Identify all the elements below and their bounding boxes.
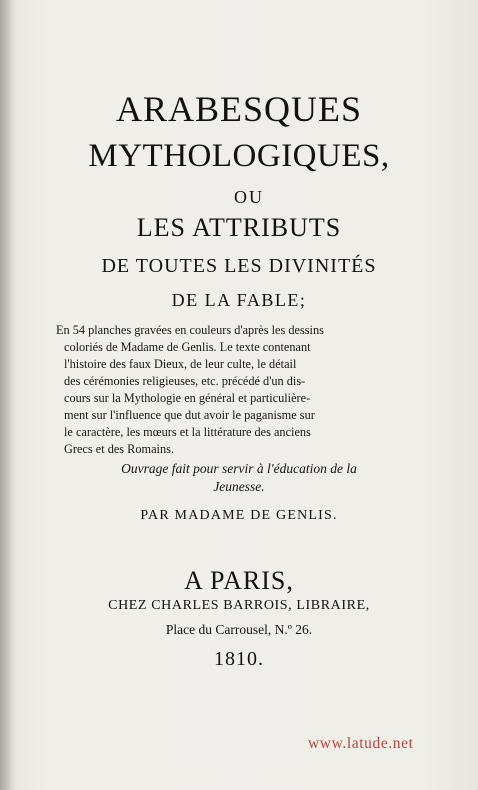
audience-note-line-1: Ouvrage fait pour servir à l'éducation de la	[121, 461, 357, 476]
title-line-1: ARABESQUES	[115, 89, 363, 129]
author-line: PAR MADAME DE GENLIS.	[140, 508, 338, 523]
description-line: des cérémonies religieuses, etc. précédé d'un dis-	[64, 374, 306, 388]
watermark-url: www.latude.net	[308, 735, 414, 752]
description-line: En 54 planches gravées en couleurs d'après les dessins	[56, 323, 324, 337]
imprint-address: Place du Carrousel, N.º 26.	[165, 622, 313, 637]
imprint-publisher: CHEZ CHARLES BARROIS, LIBRAIRE,	[108, 598, 370, 613]
imprint-city: A PARIS,	[184, 566, 294, 595]
description-paragraph	[56, 322, 364, 458]
description-line: ment sur l'influence que dut avoir le paganisme sur	[64, 408, 315, 422]
title-line-3: LES ATTRIBUTS	[136, 213, 342, 242]
audience-note-line-2: Jeunesse.	[213, 479, 265, 494]
title-line-5: DE LA FABLE;	[171, 290, 307, 310]
description-line: coloriés de Madame de Genlis. Le texte contenant	[64, 340, 311, 354]
description-line: l'histoire des faux Dieux, de leur culte, le détail	[64, 357, 297, 371]
description-line: le caractère, les mœurs et la littérature des anciens	[64, 425, 311, 439]
title-conjunction: OU	[234, 187, 264, 207]
audience-note	[0, 460, 478, 496]
description-line: Grecs et des Romains.	[64, 442, 174, 456]
imprint-year: 1810.	[214, 648, 264, 670]
description-line: cours sur la Mythologie en général et particulière-	[64, 391, 311, 405]
title-line-2: MYTHOLOGIQUES,	[88, 138, 390, 174]
title-line-4: DE TOUTES LES DIVINITÉS	[101, 255, 377, 277]
